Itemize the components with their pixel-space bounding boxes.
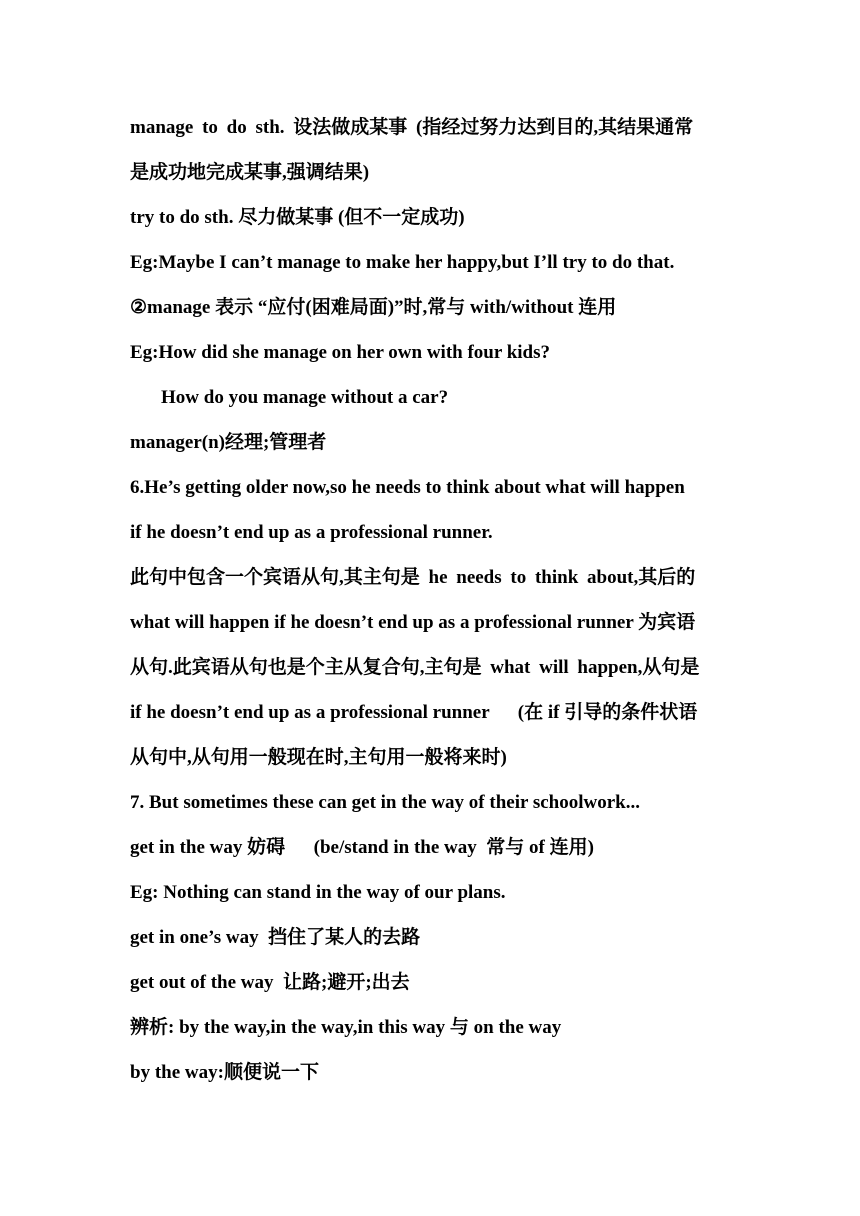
text-line-13: 从句.此宾语从句也是个主从复合句,主句是 what will happen,从句是 [130, 657, 700, 678]
text-line-14: if he doesn’t end up as a professional runner (在 if 引导的条件状语 [130, 702, 698, 723]
text-line-19: get in one’s way 挡住了某人的去路 [130, 927, 421, 948]
text-line-3: try to do sth. 尽力做某事 (但不一定成功) [130, 207, 465, 228]
text-line-5: ②manage 表示 “应付(困难局面)”时,常与 with/without 连用 [130, 297, 617, 318]
text-line-8: manager(n)经理;管理者 [130, 432, 327, 453]
text-line-16: 7. But sometimes these can get in the way of their schoolwork... [130, 792, 640, 813]
text-line-12: what will happen if he doesn’t end up as a professional runner 为宾语 [130, 612, 696, 633]
text-line-15: 从句中,从句用一般现在时,主句用一般将来时) [130, 747, 507, 768]
text-line-10: if he doesn’t end up as a professional runner. [130, 522, 493, 543]
text-line-17: get in the way 妨碍 (be/stand in the way 常与 of 连用) [130, 837, 594, 858]
text-line-7: How do you manage without a car? [161, 387, 449, 408]
text-line-9: 6.He’s getting older now,so he needs to think about what will happen [130, 477, 685, 498]
text-line-6: Eg:How did she manage on her own with four kids? [130, 342, 551, 363]
text-line-2: 是成功地完成某事,强调结果) [130, 162, 370, 183]
text-line-18: Eg: Nothing can stand in the way of our plans. [130, 882, 506, 903]
text-line-21: 辨析: by the way,in the way,in this way 与 on the way [130, 1017, 562, 1038]
text-line-11: 此句中包含一个宾语从句,其主句是 he needs to think about,其后的 [130, 567, 696, 588]
text-line-4: Eg:Maybe I can’t manage to make her happy,but I’ll try to do that. [130, 252, 675, 273]
text-line-20: get out of the way 让路;避开;出去 [130, 972, 410, 993]
document-body [130, 105, 730, 1095]
text-line-1: manage to do sth. 设法做成某事 (指经过努力达到目的,其结果通常 [130, 117, 694, 138]
text-line-22: by the way:顺便说一下 [130, 1062, 319, 1083]
